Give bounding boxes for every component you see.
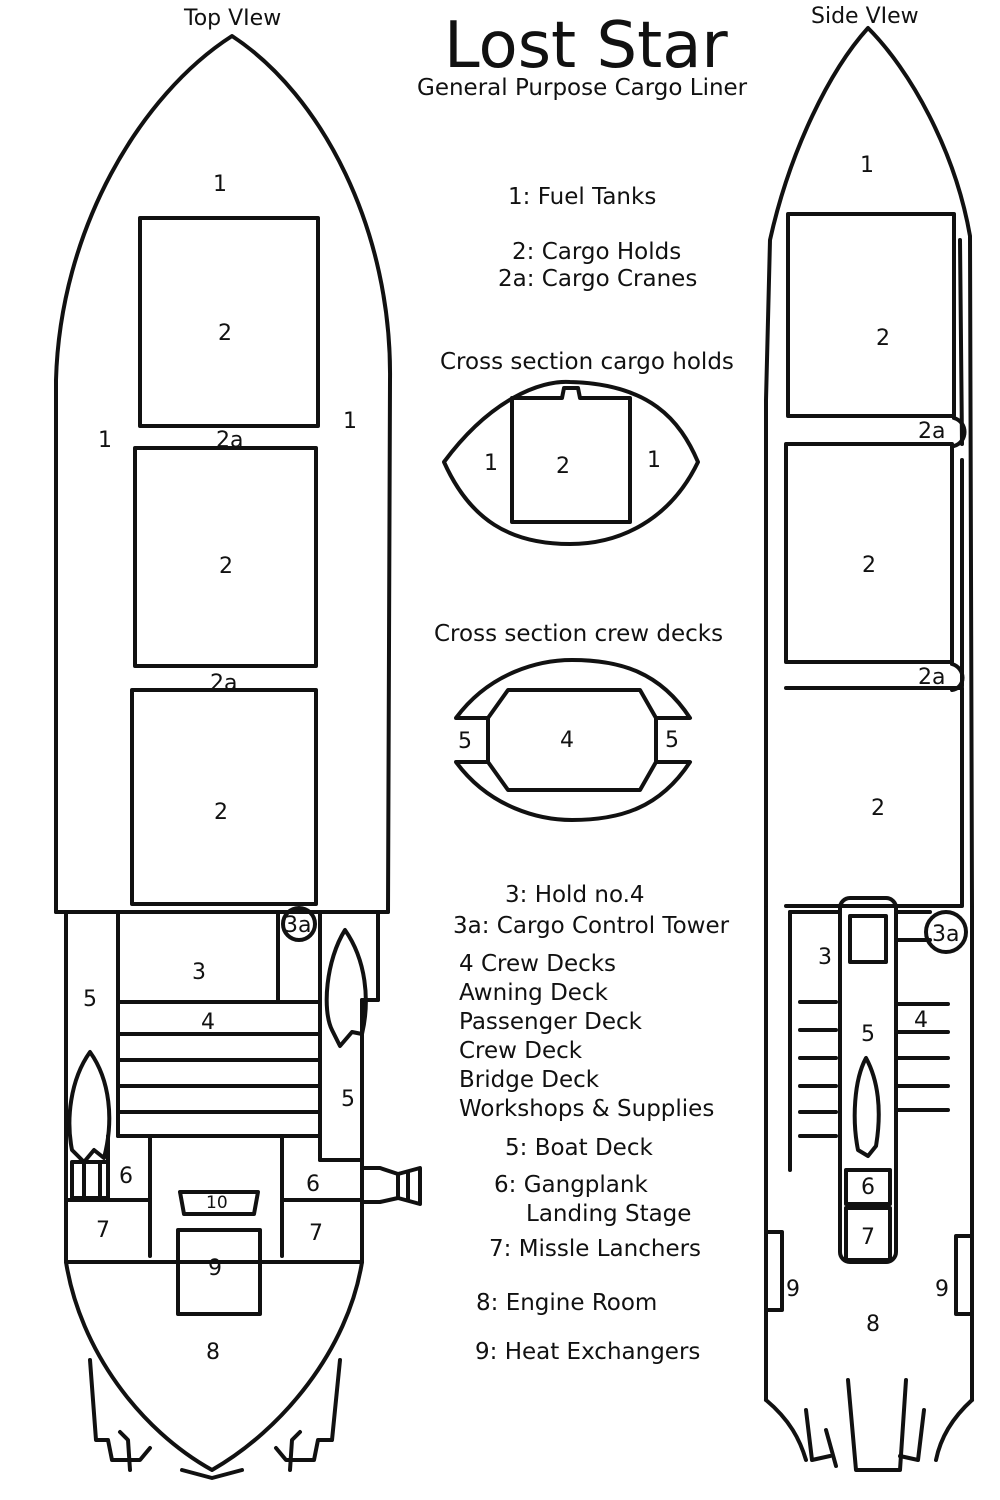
legend-heat-exchangers: 9: Heat Exchangers (475, 1339, 701, 1365)
legend-crew-decks: 4 Crew Decks (459, 951, 617, 977)
cross-section-cargo-title: Cross section cargo holds (440, 349, 734, 375)
top-label-crew-decks: 4 (201, 1010, 215, 1035)
top-view-hull (56, 36, 390, 1478)
side-label-boat-deck: 5 (861, 1022, 875, 1047)
top-label-hold: 2 (219, 554, 233, 579)
top-label-gangplank: 6 (119, 1164, 133, 1189)
cargo-section-label-fuel: 1 (484, 451, 498, 476)
legend-bridge-deck: Bridge Deck (459, 1067, 600, 1093)
page-title: Lost Star (444, 9, 728, 83)
legend-passenger-deck: Passenger Deck (459, 1009, 642, 1035)
side-label-missile: 7 (861, 1225, 875, 1250)
legend-engine-room: 8: Engine Room (476, 1290, 658, 1316)
top-label-fuel: 1 (343, 409, 357, 434)
top-label-engine: 8 (206, 1340, 220, 1365)
cargo-section-label-hold: 2 (556, 454, 570, 479)
side-view-decks (766, 898, 972, 1314)
side-label-hold: 2 (862, 553, 876, 578)
legend-crew-deck: Crew Deck (459, 1038, 583, 1064)
legend-workshops: Workshops & Supplies (459, 1096, 715, 1122)
top-label-missile: 7 (309, 1221, 323, 1246)
top-label-hold4: 3 (192, 960, 206, 985)
legend-cargo-cranes: 2a: Cargo Cranes (498, 266, 698, 292)
top-label-crane: 2a (216, 428, 244, 453)
cross-section-crew-title: Cross section crew decks (434, 621, 724, 647)
legend-boat-deck: 5: Boat Deck (505, 1135, 653, 1161)
top-label-heat-exchanger: 9 (208, 1256, 222, 1281)
top-label-missile: 7 (96, 1218, 110, 1243)
legend-missile-launchers: 7: Missle Lanchers (489, 1236, 702, 1262)
side-label-heat-exchanger: 9 (935, 1277, 949, 1302)
top-view-title: Top VIew (184, 6, 282, 31)
top-label-hold: 2 (214, 800, 228, 825)
top-label-tower: 3a (284, 913, 312, 938)
legend-cargo-control-tower: 3a: Cargo Control Tower (453, 913, 730, 939)
crew-section-label-boat-deck: 5 (665, 728, 679, 753)
top-label-crane: 2a (210, 671, 238, 696)
legend-cargo-holds: 2: Cargo Holds (512, 239, 682, 265)
legend-hold-no4: 3: Hold no.4 (505, 882, 645, 908)
legend-gangplank: 6: Gangplank (494, 1172, 648, 1198)
side-label-tower: 3a (932, 922, 960, 947)
crew-section-label-crew-decks: 4 (560, 728, 574, 753)
top-label-fuel: 1 (213, 172, 227, 197)
top-label-gangplank: 6 (306, 1172, 320, 1197)
side-label-heat-exchanger: 9 (786, 1277, 800, 1302)
page-subtitle: General Purpose Cargo Liner (417, 75, 748, 101)
side-label-fuel: 1 (860, 153, 874, 178)
side-label-crane: 2a (918, 665, 946, 690)
legend-fuel-tanks: 1: Fuel Tanks (508, 184, 657, 210)
cargo-section-label-fuel: 1 (647, 448, 661, 473)
top-label-10: 10 (206, 1193, 228, 1213)
top-view-decks (66, 908, 420, 1314)
top-label-boat-deck: 5 (341, 1087, 355, 1112)
side-label-hold: 2 (871, 796, 885, 821)
side-label-crew-decks: 4 (914, 1008, 928, 1033)
top-label-fuel: 1 (98, 428, 112, 453)
legend-landing-stage: Landing Stage (526, 1201, 692, 1227)
side-view-title: Side VIew (811, 4, 919, 29)
side-label-crane: 2a (918, 419, 946, 444)
legend-awning-deck: Awning Deck (459, 980, 608, 1006)
side-view-hull (766, 28, 972, 1470)
top-label-hold: 2 (218, 321, 232, 346)
crew-section-label-boat-deck: 5 (458, 729, 472, 754)
side-label-hold4: 3 (818, 945, 832, 970)
side-label-engine: 8 (866, 1312, 880, 1337)
top-label-boat-deck: 5 (83, 987, 97, 1012)
side-label-hold: 2 (876, 326, 890, 351)
side-label-gangplank: 6 (861, 1175, 875, 1200)
